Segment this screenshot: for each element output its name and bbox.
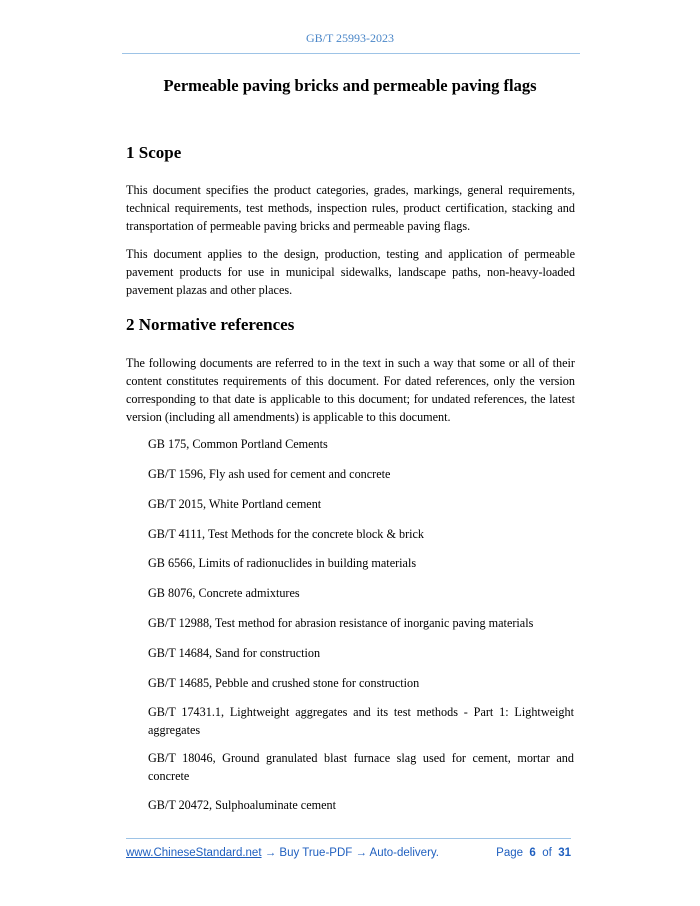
scope-paragraph-1: This document specifies the product categories, grades, markings, general requirements, technical requirements, test methods, inspection rules, product certification, stacking and transportation of permeable paving bricks and permeable paving flags. bbox=[126, 183, 575, 233]
document-title: Permeable paving bricks and permeable paving flags bbox=[163, 76, 537, 95]
header-divider bbox=[122, 53, 580, 54]
page-total: 31 bbox=[558, 847, 571, 859]
page-indicator bbox=[496, 847, 571, 859]
reference-item: GB/T 12988, Test method for abrasion resistance of inorganic paving materials bbox=[148, 616, 534, 630]
reference-item: GB/T 18046, Ground granulated blast furnace slag used for cement, mortar and concrete bbox=[148, 751, 574, 783]
section-heading-scope: 1 Scope bbox=[126, 143, 182, 162]
page-current: 6 bbox=[529, 847, 536, 859]
footer-divider bbox=[126, 838, 571, 839]
reference-item: GB 8076, Concrete admixtures bbox=[148, 586, 300, 600]
section-heading-normative-references: 2 Normative references bbox=[126, 315, 295, 334]
reference-item: GB/T 1596, Fly ash used for cement and concrete bbox=[148, 467, 391, 481]
page-of-label: of bbox=[542, 847, 552, 859]
reference-item: GB 175, Common Portland Cements bbox=[148, 437, 328, 451]
scope-paragraph-2: This document applies to the design, production, testing and application of permeable pavement products for use in municipal sidewalks, landscape paths, non-heavy-loaded pavement plazas and other places. bbox=[126, 247, 575, 297]
page-label: Page bbox=[496, 847, 524, 859]
header-standard-number: GB/T 25993-2023 bbox=[305, 31, 395, 45]
reference-item: GB/T 17431.1, Lightweight aggregates and its test methods - Part 1: Lightweight aggregates bbox=[148, 705, 574, 737]
site-link[interactable]: www.ChineseStandard.net bbox=[126, 847, 262, 859]
reference-item: GB/T 2015, White Portland cement bbox=[148, 497, 322, 511]
footer-promo-text: → Buy True-PDF → Auto-delivery. bbox=[261, 847, 439, 859]
reference-item: GB 6566, Limits of radionuclides in building materials bbox=[148, 556, 417, 570]
reference-item: GB/T 4111, Test Methods for the concrete block & brick bbox=[148, 527, 425, 541]
footer bbox=[126, 847, 571, 863]
reference-item: GB/T 14684, Sand for construction bbox=[148, 646, 321, 660]
reference-item: GB/T 14685, Pebble and crushed stone for construction bbox=[148, 676, 420, 690]
references-intro-paragraph: The following documents are referred to in the text in such a way that some or all of their content constitutes requirements of this document. For dated references, only the version corresponding to that date is applicable to this document; for undated references, the latest version (including all amendments) is applicable to this document. bbox=[126, 356, 575, 424]
reference-item: GB/T 20472, Sulphoaluminate cement bbox=[148, 798, 336, 812]
